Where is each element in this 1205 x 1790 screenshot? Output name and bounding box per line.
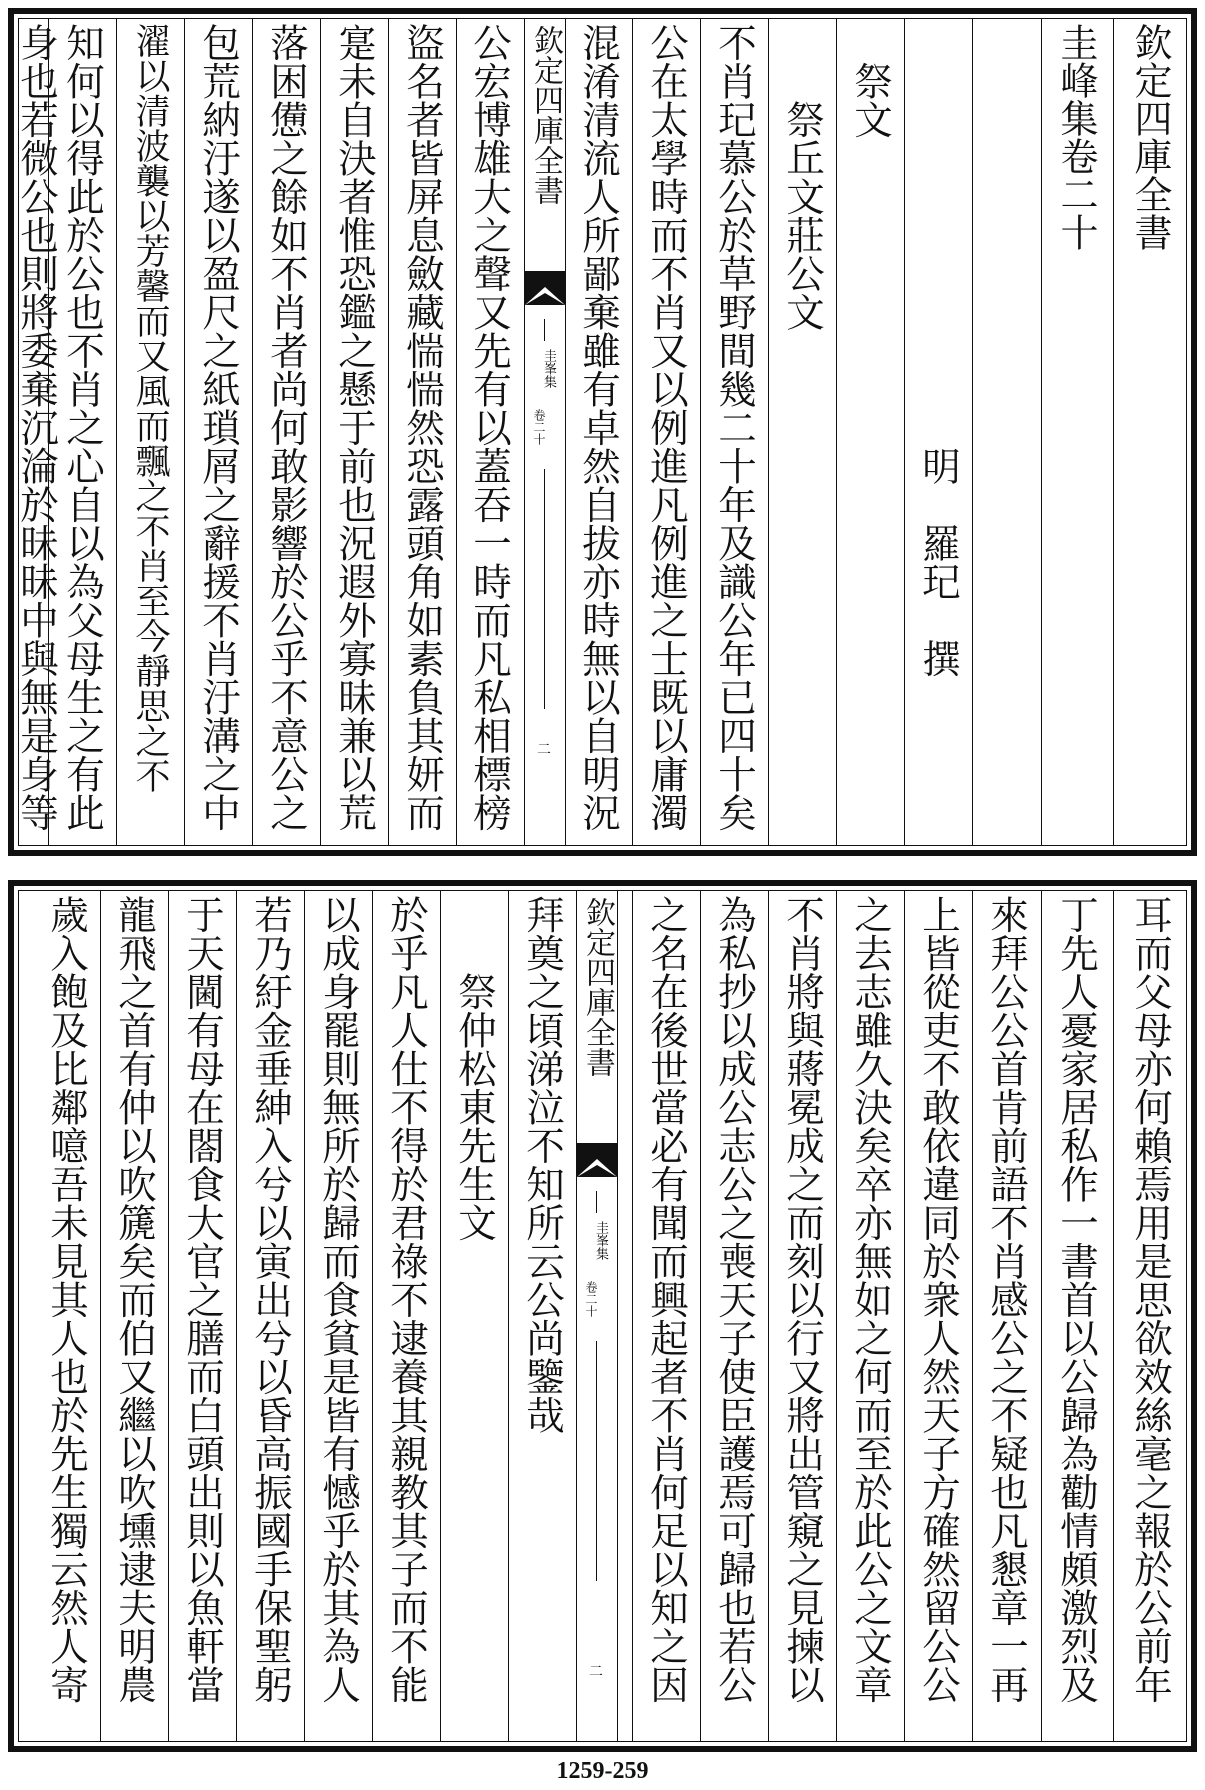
fold-dash <box>544 469 545 709</box>
bottom-col-12: 以成身罷則無所於歸而食貧是皆有憾乎於其為人 <box>316 895 361 1704</box>
top-col-13: 落困憊之餘如不肖者尚何敢影響於公乎不意公之 <box>264 23 309 832</box>
column-rule <box>508 891 509 1741</box>
column-rule <box>972 19 973 845</box>
column-rule <box>904 19 905 845</box>
column-rule <box>836 891 837 1741</box>
top-col-15: 濯以清波襲以芳馨而又風而飄之不肖至今靜思之不 <box>130 23 170 793</box>
fold-volume: 卷二十 <box>584 1281 598 1317</box>
bottom-col-7: 為私抄以成公志公之喪天子使臣護焉可歸也若公 <box>712 895 757 1704</box>
top-col-10: 公宏博雄大之聲又先有以蓋吞一時而凡私相標榜 <box>467 23 512 832</box>
column-rule <box>972 891 973 1741</box>
top-col-7: 不肖玘慕公於草野間幾二十年及識公年已四十矣 <box>712 23 757 832</box>
bottom-col-6: 不肖將與蔣冕成之而刻以行又將出管窺之見揀以 <box>780 895 825 1704</box>
bottom-col-1: 耳而父母亦何賴焉用是思欲效絲毫之報於公前年 <box>1128 895 1173 1704</box>
column-rule <box>100 891 101 1741</box>
fold-dash <box>596 1191 597 1213</box>
fold-column <box>576 891 618 1741</box>
bottom-page-frame <box>18 890 1187 1742</box>
bottom-col-4: 上皆從吏不敢依違同於衆人然天子方確然留公公 <box>916 895 961 1704</box>
top-col-6: 祭丘文莊公文 <box>780 23 825 331</box>
page-footer-number: 1259-259 <box>556 1758 649 1784</box>
top-col-14: 包荒納汙遂以盈尺之紙瑣屑之辭援不肖汙溝之中 <box>196 23 241 832</box>
fold-dash <box>596 1341 597 1581</box>
fold-volume: 卷二十 <box>532 409 546 445</box>
fold-subtitle: 圭峯集 <box>541 349 556 388</box>
top-col-8: 公在太學時而不肖又以例進凡例進之士既以庸濁 <box>644 23 689 832</box>
fold-dash <box>544 319 545 341</box>
column-rule <box>320 19 321 845</box>
bottom-col-15: 龍飛之首有仲以吹篪矣而伯又繼以吹壎逮夫明農 <box>112 895 157 1704</box>
bottom-col-2: 丁先人憂家居私作一書首以公歸為勸情頗激烈及 <box>1054 895 1099 1704</box>
top-col-11: 盜名者皆屏息斂藏惴惴然恐露頭角如素負其妍而 <box>400 23 445 832</box>
fold-title: 欽定四庫全書 <box>528 25 563 205</box>
column-rule <box>116 19 117 845</box>
bottom-col-5: 之去志雖久決矣卒亦無如之何而至於此公之文章 <box>848 895 893 1704</box>
column-rule <box>456 19 457 845</box>
column-rule <box>252 19 253 845</box>
column-rule <box>700 891 701 1741</box>
top-col-12: 寔未自決者惟恐鑑之懸于前也況遐外寡昧兼以荒 <box>332 23 377 832</box>
column-rule <box>1113 891 1114 1741</box>
fold-subtitle: 圭峯集 <box>593 1221 608 1260</box>
bottom-col-13: 若乃紆金垂紳入兮以寅出兮以昏高振國手保聖躬 <box>248 895 293 1704</box>
top-page-frame <box>14 18 1187 846</box>
column-rule <box>904 891 905 1741</box>
top-col-5: 祭文 <box>848 23 893 139</box>
column-rule <box>1041 19 1042 845</box>
column-rule <box>768 19 769 845</box>
top-col-2: 圭峰集卷二十 <box>1054 23 1098 251</box>
column-rule <box>388 19 389 845</box>
column-rule <box>304 891 305 1741</box>
column-rule <box>768 891 769 1741</box>
column-rule <box>632 891 633 1741</box>
column-rule <box>1113 19 1114 845</box>
top-col-17: 身也若微公也則將委棄沉淪於昧昧中與無是身等 <box>14 23 59 832</box>
bottom-col-11: 於乎凡人仕不得於君祿不逮養其親教其子而不能 <box>384 895 429 1704</box>
bottom-col-14: 于天閫有母在閤食大官之膳而白頭出則以魚軒當 <box>180 895 225 1704</box>
fold-page-number: 二 <box>589 1664 603 1680</box>
column-rule <box>1041 891 1042 1741</box>
bottom-col-8: 之名在後世當必有聞而興起者不肖何足以知之因 <box>644 895 689 1704</box>
bottom-col-9: 拜奠之頃涕泣不知所云公尚鑒哉 <box>520 895 565 1434</box>
column-rule <box>372 891 373 1741</box>
bottom-col-10: 祭仲松東先生文 <box>452 895 497 1242</box>
column-rule <box>440 891 441 1741</box>
fold-page-number: 二 <box>537 742 551 758</box>
fish-tail-mark-icon <box>577 1143 617 1177</box>
column-rule <box>168 891 169 1741</box>
bottom-col-16: 歲入飽及比鄰噫吾未見其人也於先生獨云然人寄 <box>44 895 89 1704</box>
top-col-1: 欽定四庫全書 <box>1128 23 1172 251</box>
bottom-col-3: 來拜公公首肯前語不肖感公之不疑也凡懇章一再 <box>984 895 1029 1704</box>
column-rule <box>184 19 185 845</box>
column-rule <box>236 891 237 1741</box>
top-col-4: 明 羅玘 撰 <box>916 23 961 678</box>
top-page <box>8 8 1197 856</box>
top-col-9: 混淆清流人所鄙棄雖有卓然自拔亦時無以自明況 <box>576 23 621 832</box>
fish-tail-mark-icon <box>525 271 565 305</box>
top-col-16: 知何以得此於公也不肖之心自以為父母生之有此 <box>60 23 105 832</box>
top-col-3 <box>980 23 1030 841</box>
column-rule <box>632 19 633 845</box>
bottom-page <box>8 880 1197 1752</box>
column-rule <box>836 19 837 845</box>
column-rule <box>700 19 701 845</box>
fold-title: 欽定四庫全書 <box>580 897 615 1077</box>
fold-column <box>524 19 566 845</box>
